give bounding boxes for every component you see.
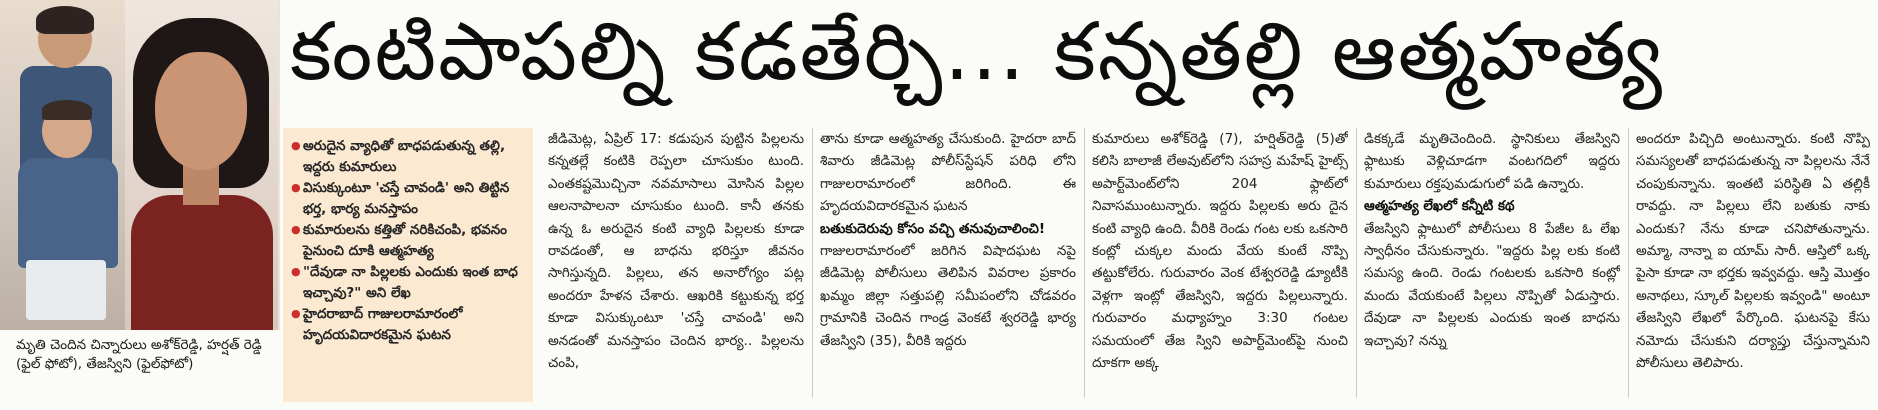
article-column-3: [1092, 128, 1348, 408]
bullet-icon: ●: [291, 223, 301, 236]
bullet-icon: ●: [291, 265, 301, 278]
body-text: తాను కూడా ఆత్మహత్య చేసుకుంది. హైదరా బాద్ శివారు జీడిమెట్ల పోలీస్‌స్టేషన్ పరిధి లోని గాజులరామారంలో జరిగింది. ఈ హృదయవిదారకమైన ఘటన: [820, 131, 1076, 215]
body-text: గాజులరామారంలో జరిగిన విషాదఘట నపై జీడిమెట్ల పోలీసులు తెలిపిన వివరాల ప్రకారం ఖమ్మం జిల్లా సత్తుపల్లి సమీపంలోని చోడవరం గ్రామానికి చెందిన గాండ్ర వెంకటే శ్వరరెడ్డి భార్య తేజస్విని (35), వీరికి ఇద్దరు: [820, 243, 1076, 349]
article-column-1: [548, 128, 804, 408]
highlight-item: ● హైదరాబాద్ గాజులరామారంలో హృదయవిదారకమైన ఘటన: [291, 304, 525, 345]
body-text: తేజస్విని ఫ్లాటులో పోలీసులు 8 పేజీల ఓ లేఖ స్వాధీనం చేసుకున్నారు. "ఇద్దరు పిల్ల లకు కంటి సమస్య ఉంది. రెండు గంటలకు ఒకసారి కంట్లో మందు వేయకుంటే పిల్లలు నొప్పితో ఏడుస్తారు. దేవుడా నా పిల్లలకు ఎందుకు ఇంత బాధను ఇచ్చావు? నన్ను: [1364, 220, 1620, 349]
children-photo: [0, 0, 125, 330]
bullet-icon: ●: [291, 181, 301, 194]
highlight-item: ● అరుదైన వ్యాధితో బాధపడుతున్న తల్లి, ఇద్దరు కుమారులు: [291, 136, 525, 177]
highlight-item: ● "దేవుడా నా పిల్లలకు ఎందుకు ఇంత బాధ ఇచ్చావు?" అని లేఖ: [291, 262, 525, 303]
body-text: డికక్కడే మృతిచెందింది. స్థానికులు తేజస్విని ఫ్లాటుకు వెళ్లిచూడగా వంటగదిలో ఇద్దరు కుమారులు రక్తపుమడుగులో పడి ఉన్నారు.: [1364, 131, 1620, 192]
headline: కంటిపాపల్ని కడతేర్చి... కన్నతల్లి ఆత్మహత్య: [290, 4, 1664, 98]
mother-photo: [125, 0, 278, 330]
highlights-box: [283, 128, 533, 402]
photo-caption: మృతి చెందిన చిన్నారులు అశోక్‌రెడ్డి, హర్షత్ రెడ్డి (ఫైల్ ఫోటో), తేజస్విని (ఫైల్‌ఫోటో): [0, 330, 278, 410]
article-column-5: [1636, 128, 1870, 408]
subheading: ఆత్మహత్య లేఖలో కన్నీటి కథ: [1364, 198, 1515, 215]
body-text: కుమారులు అశోక్‌రెడ్డి (7), హర్షిత్‌రెడ్డి (5)తో కలిసి బాలాజీ లేఅవుట్‌లోని సహస్ర మహేష్ హైట్స్ అపార్ట్‌మెంట్‌లోని 204 ఫ్లాట్‌లో నివాసముంటున్నారు. ఇద్దరు పిల్లలకు అరు దైన కంటి వ్యాధి ఉంది. వీరికి రెండు గంట లకు ఒకసారి కంట్లో చుక్కల మందు వేయ కుంటే నొప్పి తట్టుకోలేరు. గురువారం వెంక టేశ్వరరెడ్డి డ్యూటీకి వెళ్లగా ఇంట్లో తేజస్విని, ఇద్దరు పిల్లలున్నారు. గురువారం మధ్యాహ్నం 3:30 గంటల సమయంలో తేజ స్విని అపార్ట్‌మెంట్‌పై నుంచి దూకగా అక్క: [1092, 131, 1348, 372]
bullet-icon: ●: [291, 307, 301, 320]
article-column-2: [820, 128, 1076, 408]
subheading: బతుకుదెరువు కోసం వచ్చి తనువుచాలించి!: [820, 220, 1046, 237]
body-text: జీడిమెట్ల, ఏప్రిల్ 17: కడుపున పుట్టిన పిల్లలను కన్నతల్లే కంటికి రెప్పలా చూసుకుం టుంది. ఎంతకష్టమొచ్చినా నవమాసాలు మోసిన పిల్లల ఆలనాపాలనా చూసుకుం టుంది. కానీ తనకు ఉన్న ఓ అరుదైన కంటి వ్యాధి పిల్లలకు కూడా రావడంతో, ఆ బాధను భరిస్తూ జీవనం సాగిస్తున్నది. పిల్లలు, తన అనారోగ్యం పట్ల అందరూ హేళన చేశారు. ఆఖరికి కట్టుకున్న భర్త కూడా విసుక్కుంటూ 'చస్తే చావండి' అని అనడంతో మనస్తాపం చెందిన భార్య.. పిల్లలను చంపి,: [548, 131, 804, 372]
article-column-4: [1364, 128, 1620, 408]
body-text: అందరూ పిచ్చిది అంటున్నారు. కంటి నొప్పి సమస్యలతో బాధపడుతున్న నా పిల్లలను నేనే చంపుకున్నాను. ఇంతటి పరిస్థితి ఏ తల్లికీ రావద్దు. నా పిల్లలు లేని బతుకు నాకు ఎందుకు? నేను కూడా చనిపోతున్నాను. అమ్మా, నాన్నా ఐ యామ్ సారీ. ఆస్తిలో ఒక్క పైసా కూడా నా భర్తకు ఇవ్వవద్దు. ఆస్తి మొత్తం అనాథలు, స్కూల్ పిల్లలకు ఇవ్వండి" అంటూ తేజస్విని లేఖలో పేర్కొంది. ఘటనపై కేసు నమోదు చేసుకుని దర్యాప్తు చేస్తున్నామని పోలీసులు తెలిపారు.: [1636, 131, 1870, 372]
bullet-icon: ●: [291, 139, 301, 152]
news-photo: [0, 0, 280, 330]
highlight-item: ● విసుక్కుంటూ 'చస్తే చావండి' అని తిట్టిన భర్త, భార్య మనస్తాపం: [291, 178, 525, 219]
highlight-item: ● కుమారులను కత్తితో నరికిచంపి, భవనం పైనుంచి దూకి ఆత్మహత్య: [291, 220, 525, 261]
